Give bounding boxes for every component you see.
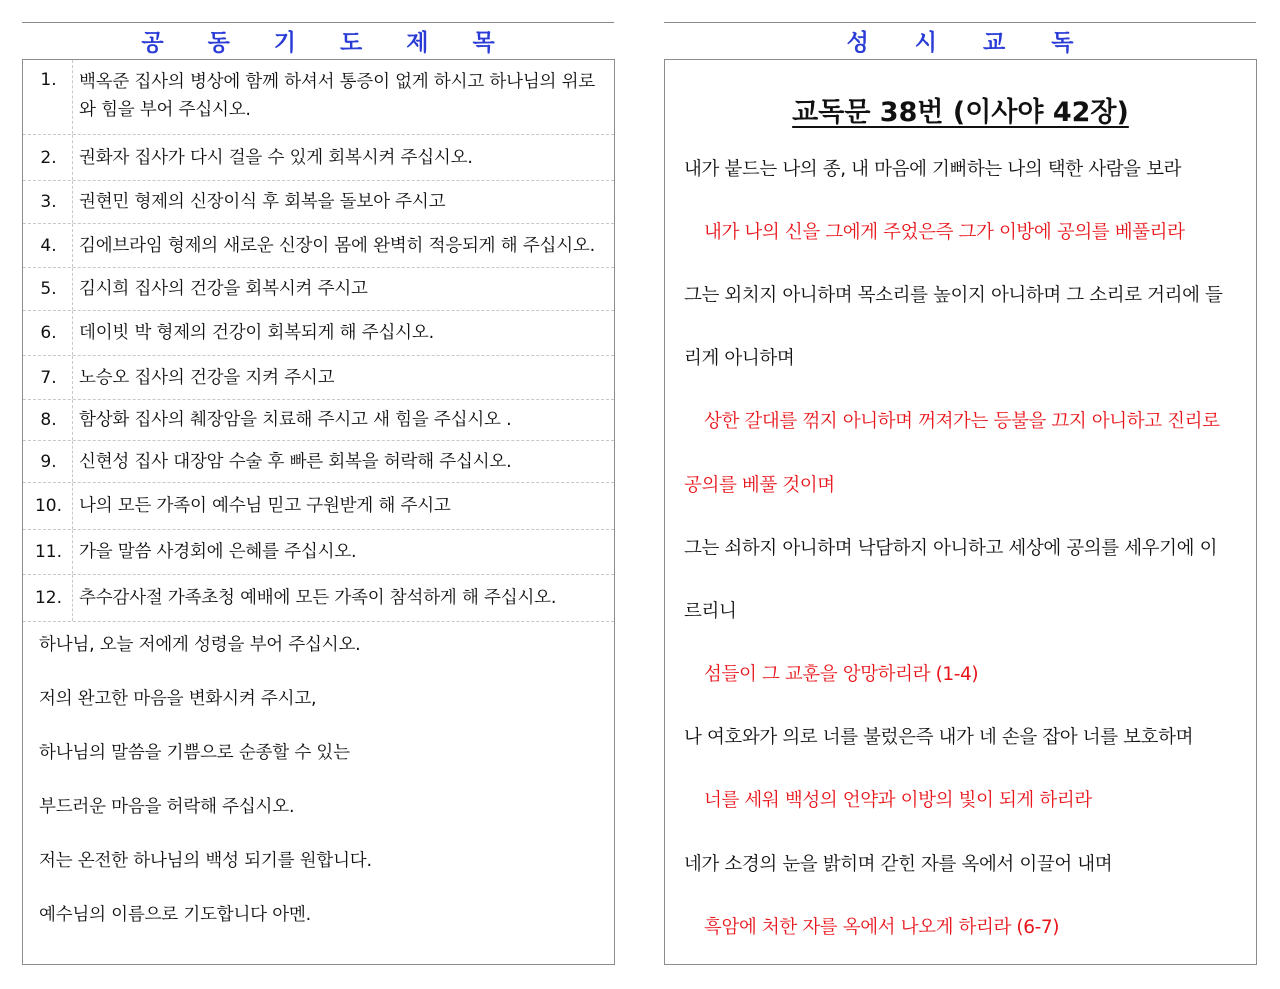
heading-char: 공 — [141, 29, 164, 56]
prayer-item — [23, 530, 614, 575]
heading-char: 목 — [472, 29, 495, 56]
prayer-item — [23, 356, 614, 400]
prayer-text: 김에브라임 형제의 새로운 신장이 몸에 완벽히 적응되게 해 주십시오. — [79, 235, 596, 256]
prayer-text: 추수감사절 가족초청 예배에 모든 가족이 참석하게 해 주십시오. — [79, 588, 557, 608]
prayer-panel — [22, 59, 615, 965]
heading-char: 기 — [273, 29, 296, 56]
prayer-item — [23, 181, 614, 224]
prayer-text: 나의 모든 가족이 예수님 믿고 구원받게 해 주시고 — [79, 496, 451, 516]
reading-line-leader: 내가 붙드는 나의 종, 내 마음에 기뻐하는 나의 택한 사람을 보라 — [684, 158, 1182, 180]
left-section-heading — [22, 22, 614, 57]
heading-char: 독 — [1051, 29, 1074, 56]
reading-line-leader: 네가 소경의 눈을 밝히며 갇힌 자를 옥에서 이끌어 내며 — [684, 853, 1113, 875]
closing-prayer — [23, 622, 614, 954]
prayer-item — [23, 400, 614, 441]
prayer-text: 가을 말씀 사경회에 은혜를 주십시오. — [79, 542, 357, 562]
prayer-text: 데이빗 박 형제의 건강이 회복되게 해 주십시오. — [79, 323, 434, 343]
prayer-number: 9. — [23, 441, 73, 482]
closing-line: 하나님, 오늘 저에게 성령을 부어 주십시오. — [39, 635, 361, 655]
prayer-number: 8. — [23, 400, 73, 440]
closing-line: 저는 온전한 하나님의 백성 되기를 원합니다. — [39, 851, 372, 871]
reading-line-response: 내가 나의 신을 그에게 주었은즉 그가 이방에 공의를 베풀리라 — [704, 221, 1185, 243]
right-section-heading — [664, 22, 1256, 57]
prayer-text: 노승오 집사의 건강을 지켜 주시고 — [79, 367, 335, 388]
reading-line-leader: 르리니 — [684, 600, 737, 622]
prayer-item — [23, 60, 614, 135]
prayer-text: 권화자 집사가 다시 걸을 수 있게 회복시켜 주십시오. — [79, 147, 473, 168]
prayer-list — [23, 60, 614, 622]
prayer-number: 3. — [23, 181, 73, 223]
closing-line: 하나님의 말씀을 기쁨으로 순종할 수 있는 — [39, 743, 350, 763]
closing-line: 예수님의 이름으로 기도합니다 아멘. — [39, 905, 312, 925]
reading-body — [665, 130, 1256, 957]
prayer-number: 4. — [23, 224, 73, 267]
prayer-item — [23, 224, 614, 268]
reading-line-response: 상한 갈대를 꺾지 아니하며 꺼져가는 등불을 끄지 아니하고 진리로 — [704, 411, 1220, 433]
prayer-item — [23, 135, 614, 181]
prayer-text: 백옥준 집사의 병상에 함께 하셔서 통증이 없게 하시고 하나님의 위로와 힘을 부어 주십시오. — [79, 72, 596, 120]
reading-line-leader: 나 여호와가 의로 너를 불렀은즉 내가 네 손을 잡아 너를 보호하며 — [684, 727, 1194, 749]
prayer-item — [23, 268, 614, 311]
closing-line: 부드러운 마음을 허락해 주십시오. — [39, 797, 295, 817]
prayer-text: 김시희 집사의 건강을 회복시켜 주시고 — [79, 279, 368, 299]
reading-line-leader: 그는 쇠하지 아니하며 낙담하지 아니하고 세상에 공의를 세우기에 이 — [684, 537, 1218, 559]
prayer-number: 2. — [23, 135, 73, 180]
heading-char: 시 — [914, 29, 937, 56]
responsive-reading-panel — [664, 59, 1257, 965]
prayer-item — [23, 575, 614, 622]
reading-line-response: 공의를 베풀 것이며 — [684, 474, 835, 496]
heading-char: 동 — [207, 29, 230, 56]
prayer-number: 5. — [23, 268, 73, 310]
heading-char: 교 — [983, 29, 1006, 56]
prayer-item — [23, 441, 614, 483]
prayer-text: 함상화 집사의 췌장암을 치료해 주시고 새 힘을 주십시오 . — [79, 410, 512, 430]
reading-line-leader: 리게 아니하며 — [684, 348, 795, 370]
reading-line-response: 섬들이 그 교훈을 앙망하리라 (1-4) — [704, 664, 979, 686]
heading-char: 도 — [340, 29, 363, 56]
prayer-text: 권현민 형제의 신장이식 후 회복을 돌보아 주시고 — [79, 192, 446, 212]
prayer-number: 1. — [23, 60, 73, 134]
prayer-number: 6. — [23, 311, 73, 355]
prayer-item — [23, 483, 614, 530]
reading-line-response: 너를 세워 백성의 언약과 이방의 빛이 되게 하리라 — [704, 790, 1092, 812]
heading-char: 성 — [846, 29, 869, 56]
reading-title-wrap — [665, 90, 1256, 130]
prayer-number: 10. — [23, 483, 73, 529]
prayer-number: 11. — [23, 530, 73, 574]
reading-line-response: 흑암에 처한 자를 옥에서 나오게 하리라 (6-7) — [704, 916, 1060, 938]
heading-char: 제 — [406, 29, 429, 56]
reading-title: 교독문 38번 (이사야 42장) — [792, 97, 1129, 128]
closing-line: 저의 완고한 마음을 변화시켜 주시고, — [39, 689, 317, 709]
prayer-number: 7. — [23, 356, 73, 399]
prayer-number: 12. — [23, 575, 73, 621]
reading-line-leader: 그는 외치지 아니하며 목소리를 높이지 아니하며 그 소리로 거리에 들 — [684, 284, 1223, 306]
prayer-text: 신현성 집사 대장암 수술 후 빠른 회복을 허락해 주십시오. — [79, 451, 512, 472]
prayer-item — [23, 311, 614, 356]
